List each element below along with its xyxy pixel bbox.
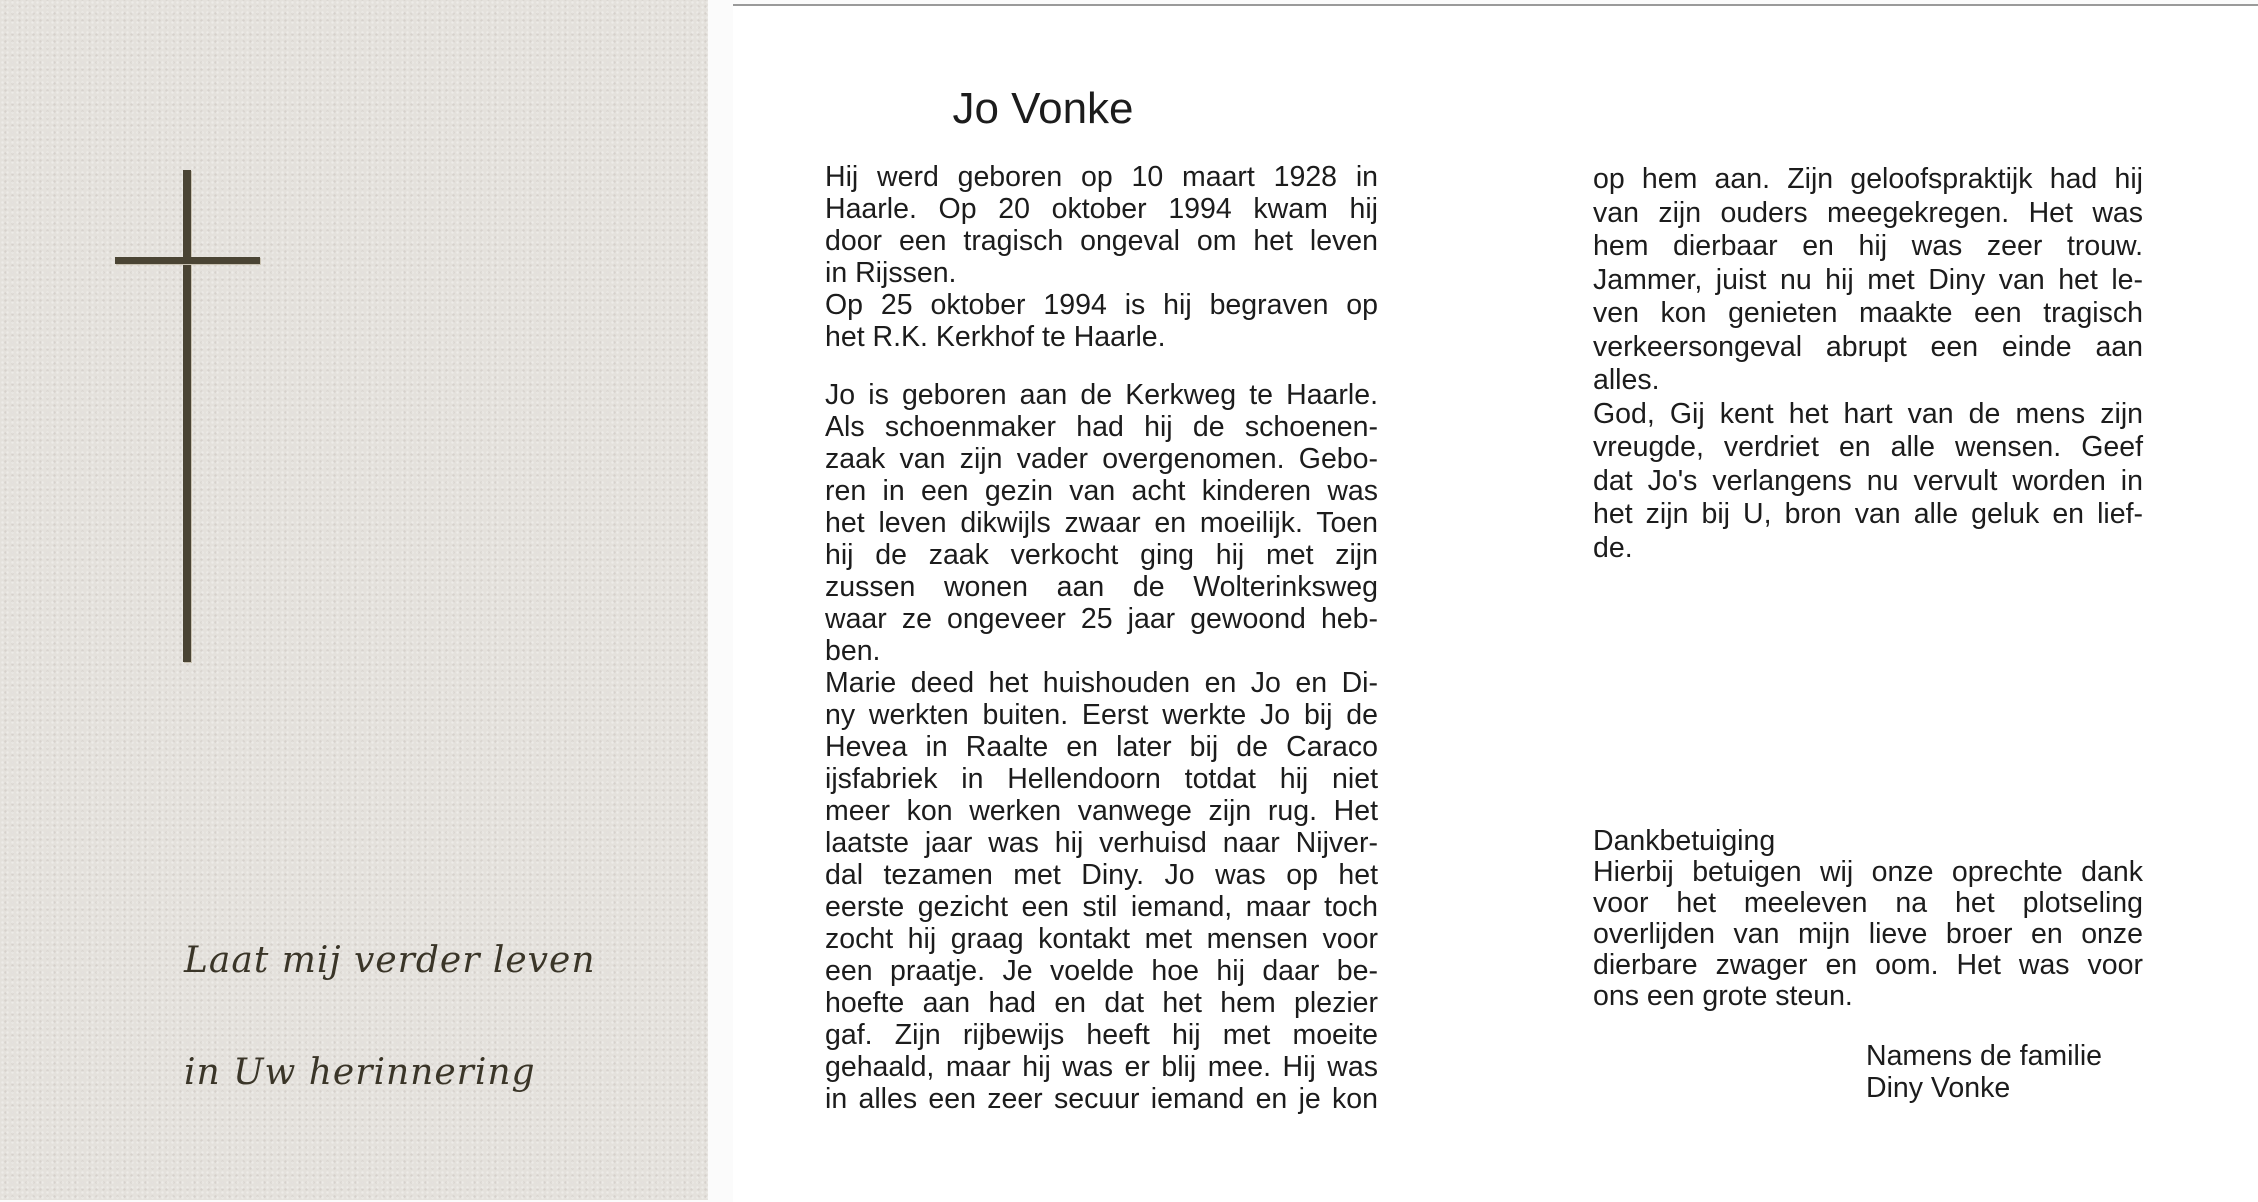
paragraph-line: hoefte aan had en dat het hem plezier <box>825 987 1378 1019</box>
thanks-line: voor het meeleven na het plotseling <box>1593 887 2143 919</box>
biography-column-left <box>825 161 1378 1115</box>
verse-line-2: in Uw herinnering <box>184 1052 536 1093</box>
paragraph-line: meer kon werken vanwege zijn rug. Het <box>825 795 1378 827</box>
paragraph-line: het R.K. Kerkhof te Haarle. <box>825 321 1166 353</box>
paragraph-line: alles. <box>1593 364 1660 396</box>
paragraph-line: een praatje. Je voelde hoe hij daar be- <box>825 955 1378 987</box>
paragraph-line: waar ze ongeveer 25 jaar gewoond heb- <box>825 603 1378 635</box>
paragraph-line: door een tragisch ongeval om het leven <box>825 225 1378 257</box>
card-front <box>0 0 708 1200</box>
paragraph-line: Op 25 oktober 1994 is hij begraven op <box>825 289 1378 321</box>
paragraph-line: Jo is geboren aan de Kerkweg te Haarle. <box>825 379 1378 411</box>
paragraph-line: ny werkten buiten. Eerst werkte Jo bij de <box>825 699 1378 731</box>
thanks-line: ons een grote steun. <box>1593 980 1853 1012</box>
signature-name: Diny Vonke <box>1866 1072 2011 1104</box>
paragraph-line: Als schoenmaker had hij de schoenen- <box>825 411 1378 443</box>
paragraph-line: Jammer, juist nu hij met Diny van het le- <box>1593 263 2143 296</box>
paragraph-line: dal tezamen met Diny. Jo was op het <box>825 859 1378 891</box>
paragraph-line: gaf. Zijn rijbewijs heeft hij met moeite <box>825 1019 1378 1051</box>
paragraph-line: laatste jaar was hij verhuisd naar Nijver- <box>825 827 1378 859</box>
thanks-section <box>1593 826 2143 1012</box>
page-title: Jo Vonke <box>952 84 1134 133</box>
paragraph-line: de. <box>1593 531 1633 564</box>
verse-line-1: Laat mij verder leven <box>184 940 596 981</box>
thanks-heading: Dankbetuiging <box>1593 825 1776 857</box>
paragraph-line: eerste gezicht een stil iemand, maar toch <box>825 891 1378 923</box>
thanks-line: overlijden van mijn lieve broer en onze <box>1593 918 2143 950</box>
paragraph-line: gehaald, maar hij was er blij mee. Hij was <box>825 1051 1378 1083</box>
paragraph-line: God, Gij kent het hart van de mens zijn <box>1593 397 2143 430</box>
paragraph-line: in Rijssen. <box>825 257 957 289</box>
biography-column-right <box>1593 163 2143 565</box>
paragraph-line: het zijn bij U, bron van alle geluk en lief- <box>1593 498 2143 530</box>
signature <box>1866 1040 2102 1104</box>
paragraph-line: ren in een gezin van acht kinderen was <box>825 475 1378 507</box>
signature-line: Namens de familie <box>1866 1040 2103 1072</box>
paragraph-line: vreugde, verdriet en alle wensen. Geef <box>1593 431 2143 463</box>
paragraph-line: dat Jo's verlangens nu vervult worden in <box>1593 464 2143 497</box>
cross-icon-bar <box>115 257 260 264</box>
paragraph-line: hij de zaak verkocht ging hij met zijn <box>825 539 1378 571</box>
paragraph-line: Marie deed het huishouden en Jo en Di- <box>825 667 1378 699</box>
paragraph-line: in alles een zeer secuur iemand en je kon <box>825 1083 1378 1115</box>
paragraph-line: zaak van zijn vader overgenomen. Gebo- <box>825 443 1378 475</box>
paragraph-line: zussen wonen aan de Wolterinksweg <box>825 571 1378 603</box>
paragraph-line: Hevea in Raalte en later bij de Caraco <box>825 731 1378 763</box>
thanks-line: Hierbij betuigen wij onze oprechte dank <box>1593 856 2143 888</box>
paragraph-line: zocht hij graag kontakt met mensen voor <box>825 923 1378 955</box>
paragraph-line: verkeersongeval abrupt een einde aan <box>1593 330 2143 363</box>
paragraph-line: het leven dikwijls zwaar en moeilijk. Toen <box>825 507 1378 539</box>
cross-icon <box>183 170 191 662</box>
paragraph-line: van zijn ouders meegekregen. Het was <box>1593 196 2143 229</box>
paragraph-line: ben. <box>825 635 881 667</box>
paragraph-line: hem dierbaar en hij was zeer trouw. <box>1593 230 2143 262</box>
paragraph-line: Haarle. Op 20 oktober 1994 kwam hij <box>825 193 1378 225</box>
paragraph-line: Hij werd geboren op 10 maart 1928 in <box>825 161 1378 193</box>
paragraph-line: ijsfabriek in Hellendoorn totdat hij niet <box>825 763 1378 795</box>
paragraph-line: op hem aan. Zijn geloofspraktijk had hij <box>1593 163 2143 195</box>
thanks-line: dierbare zwager en oom. Het was voor <box>1593 949 2143 981</box>
paragraph-line: ven kon genieten maakte een tragisch <box>1593 297 2143 329</box>
